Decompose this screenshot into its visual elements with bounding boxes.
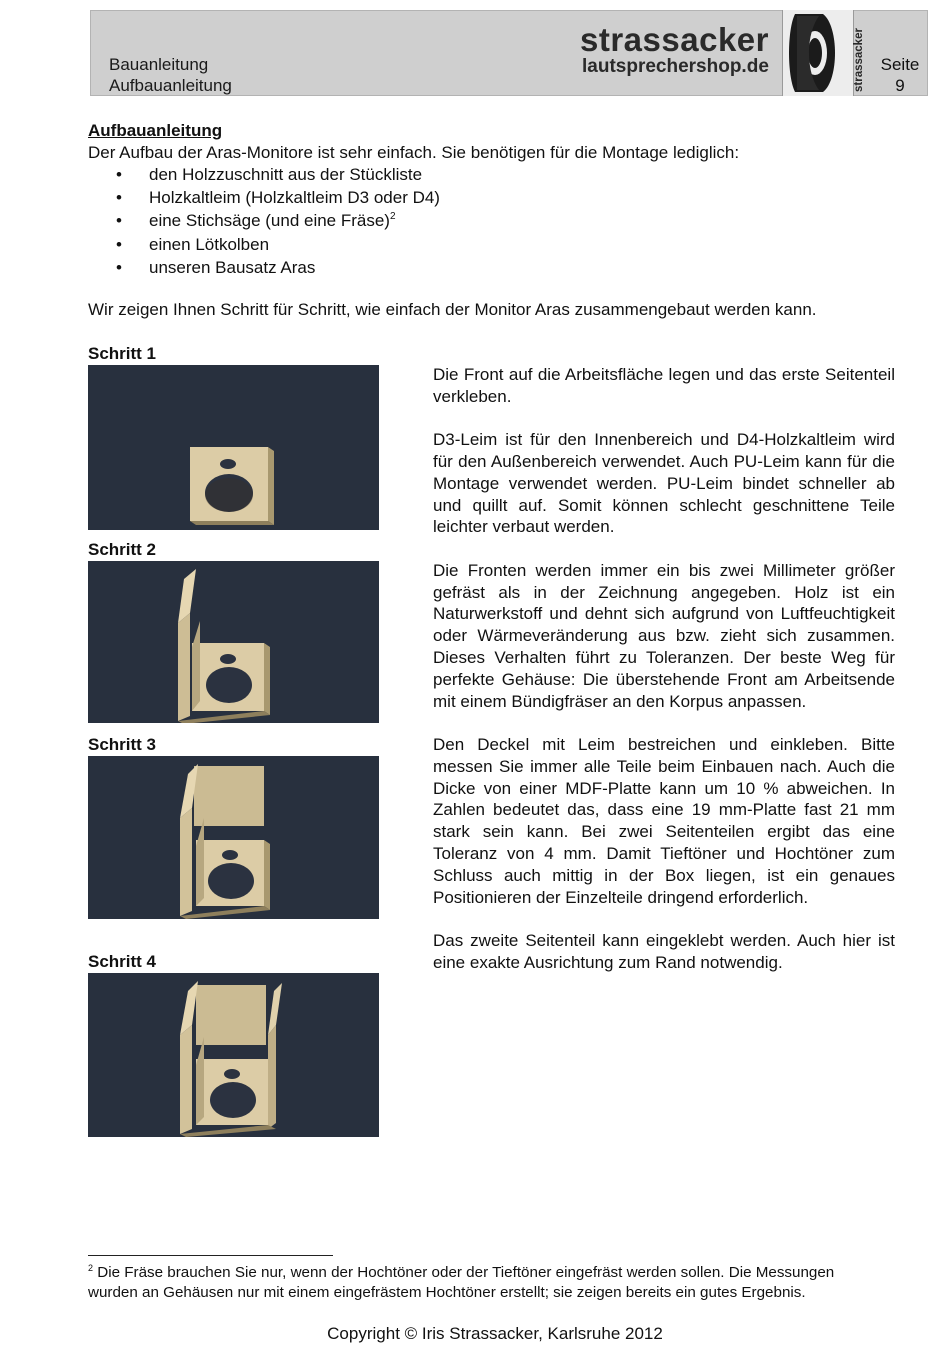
instruction-paragraph: D3-Leim ist für den Innenbereich und D4-Holzkaltleim wird für den Außenbereich verwendet. Auch PU-Leim kann für die Montage verwendet werden. PU-Leim bindet schneller ab und quillt auf. Somit können schlecht geschnittene Teile leichter verbaut werden. [433,430,895,537]
section-title: Aufbauanleitung [88,121,223,140]
step-1-photo [88,365,379,530]
summary-text: Wir zeigen Ihnen Schritt für Schritt, wie einfach der Monitor Aras zusammengebaut werden kann. [88,300,817,319]
step-3-photo [88,756,379,919]
page-number-box [872,54,928,96]
list-item: • den Holzzuschnitt aus der Stückliste [112,163,440,186]
step-2-photo [88,561,379,723]
list-item: • unseren Bausatz Aras [112,256,440,279]
instruction-paragraph: Das zweite Seitenteil kann eingeklebt werden. Auch hier ist eine exakte Ausrichtung zum Rand notwendig. [433,930,895,972]
step-3-label: Schritt 3 [88,735,157,754]
footnote-ref: 2 [389,211,396,223]
brand-logo [782,10,854,96]
step-4-photo [88,973,379,1137]
copyright: Copyright © Iris Strassacker, Karlsruhe 2012 [327,1324,663,1343]
footnote [88,1263,888,1303]
tool-list [112,163,440,279]
footnote-divider [88,1255,333,1256]
instruction-paragraph: Die Fronten werden immer ein bis zwei Millimeter größer gefräst als in der Zeichnung angegeben. Holz ist ein Naturwerkstoff und dehnt sich aufgrund von Luftfeuchtigkeit oder Wärmeveränderung aus bzw. zieht sich zusammen. Dieses Verhalten führt zu Toleranzen. Der beste Weg für perfekte Gehäuse: Die überstehende Front am Arbeitsende mit einem Bündigfräser an den Korpus anpassen. [433,560,895,711]
footnote-text: Die Fräse brauchen Sie nur, wenn der Hochtöner oder der Tieftöner eingefräst werden sollen. Die Messungen wurden an Gehäusen nur mit einem eingefrästem Hochtöner erstellt; sie zeigen bereits ein gutes Ergebnis. [88,1264,835,1301]
brand-name: strassacker [580,21,769,58]
list-item: • einen Lötkolben [112,233,440,256]
page-number: 9 [895,76,905,95]
instruction-paragraph: Den Deckel mit Leim bestreichen und einkleben. Bitte messen Sie immer alle Teile beim Einbauen nach. Auch die Dicke von einer MDF-Platte kann um 10 % abweichen. In Zahlen bedeutet das, dass eine 19 mm-Platte fast 21 mm stark sein kann. Bei zwei Seitenteilen ergibt das eine Toleranz von 4 mm. Damit Tieftöner und Hochtöner zum Schluss auch mittig in der Box liegen, ist ein genaues Positionieren der Einzelteile dringend erforderlich. [433,734,895,907]
brand-vertical-text: strassacker [853,28,865,92]
list-item: • Holzkaltleim (Holzkaltleim D3 oder D4) [112,186,440,209]
instruction-column [433,364,895,995]
page-label: Seite [880,55,920,74]
instruction-paragraph: Die Front auf die Arbeitsfläche legen und das erste Seitenteil verkleben. [433,365,895,406]
header-doc-subtitle: Aufbauanleitung [109,76,232,95]
brand-vertical-wordmark [848,14,868,94]
step-1-label: Schritt 1 [88,344,157,363]
intro-text: Der Aufbau der Aras-Monitore ist sehr einfach. Sie benötigen für die Montage lediglich: [88,143,740,162]
header-doc-type: Bauanleitung [109,55,209,74]
list-item: • eine Stichsäge (und eine Fräse)$^2$ [112,209,440,232]
step-2-label: Schritt 2 [88,540,157,559]
brand-url: lautsprechershop.de [582,56,769,77]
step-4-label: Schritt 4 [88,952,157,971]
speaker-logo-icon [783,10,854,96]
footnote-number: 2 [88,1263,94,1273]
